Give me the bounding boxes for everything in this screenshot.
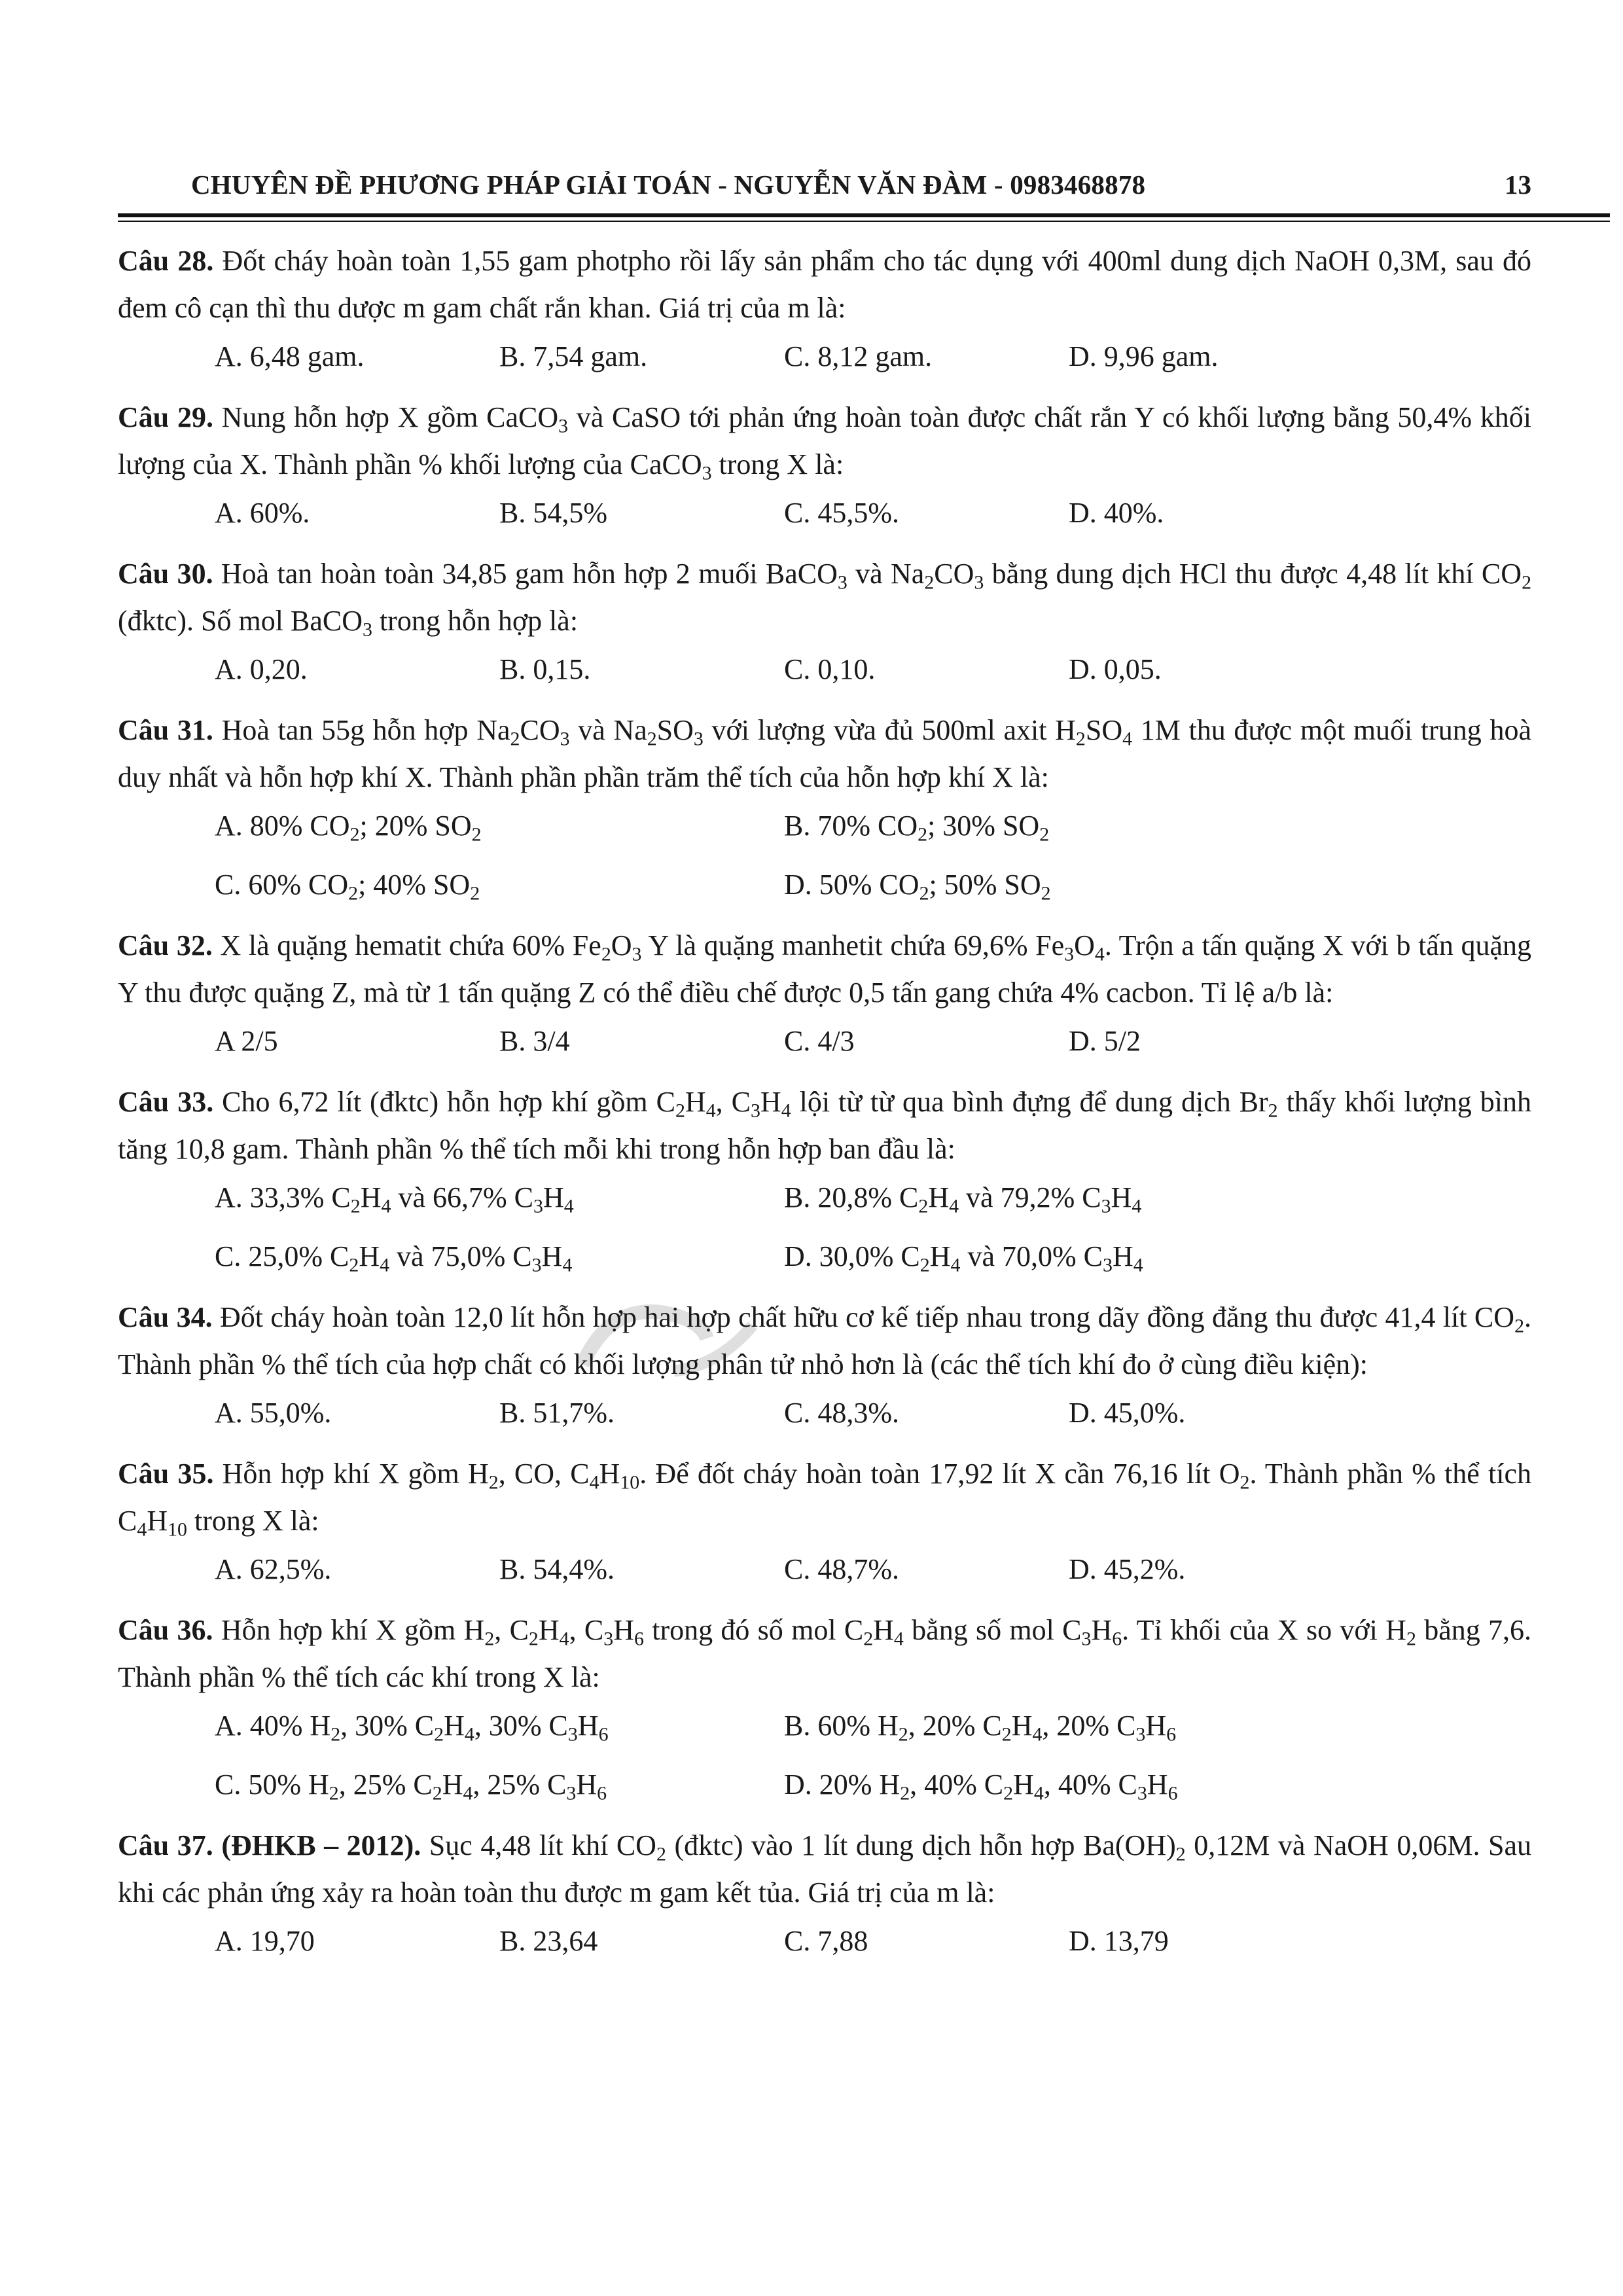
answer-options xyxy=(118,1232,1531,1291)
answer-options xyxy=(118,860,1531,919)
answer-option: D. 9,96 gam. xyxy=(1069,340,1219,372)
answer-options xyxy=(118,1545,1531,1604)
answer-option: D. 0,05. xyxy=(1069,653,1162,685)
answer-options xyxy=(118,801,1531,860)
answer-option: A. 33,3% $C_2H_4$ và 66,7% $C_3H_4$ xyxy=(215,1181,574,1217)
answer-option: B. 60% $H_2$, 20% $C_2H_4$, 20% $C_3H_6$ xyxy=(784,1710,1177,1746)
answer-option: D. 5/2 xyxy=(1069,1025,1141,1057)
question-label: Câu 31. xyxy=(118,714,213,746)
answer-option: B. 54,5% xyxy=(499,497,607,529)
page-header xyxy=(118,169,1531,208)
question-body: Hoà tan hoàn toàn 34,85 gam hỗn hợp 2 muối BaCO$_3$ và $Na_2CO_3$ bằng dung dịch HCl thu được 4,48 lít khí $CO_2$ (đktc). Số mol BaCO$_3$ trong hỗn hợp là: xyxy=(118,558,1532,641)
question-text xyxy=(118,394,1531,488)
answer-option: B. 7,54 gam. xyxy=(499,340,648,372)
answer-option: B. 3/4 xyxy=(499,1025,570,1057)
question-list xyxy=(118,234,1531,1975)
answer-options xyxy=(118,1388,1531,1447)
answer-option: A. 19,70 xyxy=(215,1925,315,1957)
question-body: X là quặng hematit chứa 60% $Fe_2O_3$ Y là quặng manhetit chứa 69,6% $Fe_3O_4$. Trộn a tấn quặng X với b tấn quặng Y thu được quặng Z, mà từ 1 tấn quặng Z có thể điều chế được 0,5 tấn gang chứa 4% cacbon. Tỉ lệ a/b là: xyxy=(118,929,1532,1009)
answer-option: A. 60%. xyxy=(215,497,310,529)
answer-option: D. 45,2%. xyxy=(1069,1553,1186,1585)
question-body: Đốt cháy hoàn toàn 12,0 lít hỗn hợp hai hợp chất hữu cơ kế tiếp nhau trong dãy đồng đẳng thu được 41,4 lít $CO_2$. Thành phần % thể tích của hợp chất có khối lượng phân tử nhỏ hơn là (các thể tích khí đo ở cùng điều kiện): xyxy=(118,1301,1532,1380)
answer-option: A. 40% $H_2$, 30% $C_2H_4$, 30% $C_3H_6$ xyxy=(215,1710,609,1746)
answer-option: C. 45,5%. xyxy=(784,497,899,529)
answer-option: B. 70% $CO_2$; 30% $SO_2$ xyxy=(784,810,1050,846)
answer-option: C. 4/3 xyxy=(784,1025,855,1057)
question-label: Câu 29. xyxy=(118,401,213,433)
question-text xyxy=(118,1822,1531,1916)
question-text xyxy=(118,1079,1531,1173)
answer-option: D. 45,0%. xyxy=(1069,1397,1186,1429)
question-body: Hỗn hợp khí X gồm $H_2$, CO, $C_4H_{10}$. Để đốt cháy hoàn toàn 17,92 lít X cần 76,16 lít $O_2$. Thành phần % thể tích $C_4H_{10}$ trong X là: xyxy=(118,1458,1532,1541)
answer-options xyxy=(118,332,1531,391)
answer-option: A. 0,20. xyxy=(215,653,308,685)
answer-option: C. 60% $CO_2$; 40% $SO_2$ xyxy=(215,869,480,905)
answer-option: B. 54,4%. xyxy=(499,1553,615,1585)
answer-option: A. 80% $CO_2$; 20% $SO_2$ xyxy=(215,810,482,846)
answer-option: C. 48,3%. xyxy=(784,1397,899,1429)
question-text xyxy=(118,922,1531,1016)
answer-option: A 2/5 xyxy=(215,1025,278,1057)
answer-options xyxy=(118,1016,1531,1075)
question-body: Hoà tan 55g hỗn hợp $Na_2CO_3$ và $Na_2SO_3$ với lượng vừa đủ 500ml axit $H_2SO_4$ 1M thu được một muối trung hoà duy nhất và hỗn hợp khí X. Thành phần phần trăm thể tích của hỗn hợp khí X là: xyxy=(118,714,1532,793)
question-text xyxy=(118,1450,1531,1545)
answer-options xyxy=(118,1916,1531,1975)
question-label: Câu 33. xyxy=(118,1086,214,1118)
answer-option: A. 55,0%. xyxy=(215,1397,332,1429)
answer-options xyxy=(118,1701,1531,1760)
question-label: Câu 30. xyxy=(118,558,213,590)
answer-option: D. 13,79 xyxy=(1069,1925,1169,1957)
answer-option: C. 50% $H_2$, 25% $C_2H_4$, 25% $C_3H_6$ xyxy=(215,1768,607,1804)
question-body: Cho 6,72 lít (đktc) hỗn hợp khí gồm $C_2H_4$, $C_3H_4$ lội từ từ qua bình đựng để dung dịch $Br_2$ thấy khối lượng bình tăng 10,8 gam. Thành phần % thể tích mỗi khi trong hỗn hợp ban đầu là: xyxy=(118,1086,1531,1165)
question-label: Câu 32. xyxy=(118,929,213,961)
question-label: Câu 37. (ĐHKB – 2012). xyxy=(118,1829,421,1861)
answer-option: A. 6,48 gam. xyxy=(215,340,365,372)
question-label: Câu 28. xyxy=(118,245,214,277)
question-body: Đốt cháy hoàn toàn 1,55 gam photpho rồi lấy sản phẩm cho tác dụng với 400ml dung dịch NaOH 0,3M, sau đó đem cô cạn thì thu dược m gam chất rắn khan. Giá trị của m là: xyxy=(118,245,1532,324)
question-body: Hỗn hợp khí X gồm $H_2$, $C_2H_4$, $C_3H_6$ trong đó số mol $C_2H_4$ bằng số mol $C_3H_6$. Tỉ khối của X so với $H_2$ bằng 7,6. Thành phần % thể tích các khí trong X là: xyxy=(118,1614,1532,1693)
answer-option: C. 7,88 xyxy=(784,1925,868,1957)
answer-option: D. 50% $CO_2$; 50% $SO_2$ xyxy=(784,869,1051,905)
question-body: Nung hỗn hợp X gồm CaCO$_3$ và CaSO tới phản ứng hoàn toàn được chất rắn Y có khối lượng bằng 50,4% khối lượng của X. Thành phần % khối lượng của CaCO$_3$ trong X là: xyxy=(118,401,1531,484)
answer-options xyxy=(118,488,1531,547)
answer-option: C. 48,7%. xyxy=(784,1553,899,1585)
question-text xyxy=(118,707,1531,801)
answer-option: C. 8,12 gam. xyxy=(784,340,933,372)
page-number: 13 xyxy=(1505,170,1531,200)
answer-option: D. 40%. xyxy=(1069,497,1164,529)
answer-option: D. 30,0% $C_2H_4$ và 70,0% $C_3H_4$ xyxy=(784,1240,1143,1276)
question-body: Sục 4,48 lít khí $CO_2$ (đktc) vào 1 lít dung dịch hỗn hợp $Ba(OH)_2$ 0,12M và NaOH 0,06M. Sau khi các phản ứng xảy ra hoàn toàn thu được m gam kết tủa. Giá trị của m là: xyxy=(118,1829,1532,1909)
question-text xyxy=(118,1294,1531,1388)
answer-option: C. 0,10. xyxy=(784,653,876,685)
answer-option: B. 51,7%. xyxy=(499,1397,615,1429)
question-text xyxy=(118,550,1531,645)
answer-option: D. 20% $H_2$, 40% $C_2H_4$, 40% $C_3H_6$ xyxy=(784,1768,1178,1804)
header-rule-thick xyxy=(118,213,1610,217)
answer-options xyxy=(118,645,1531,704)
answer-option: C. 25,0% $C_2H_4$ và 75,0% $C_3H_4$ xyxy=(215,1240,573,1276)
answer-option: A. 62,5%. xyxy=(215,1553,332,1585)
answer-options xyxy=(118,1760,1531,1819)
question-text xyxy=(118,238,1531,332)
answer-options xyxy=(118,1173,1531,1232)
header-rule-thin xyxy=(118,221,1610,222)
question-label: Câu 34. xyxy=(118,1301,213,1333)
question-text xyxy=(118,1607,1531,1701)
header-title: CHUYÊN ĐỀ PHƯƠNG PHÁP GIẢI TOÁN - NGUYỄN VĂN ĐÀM - 0983468878 xyxy=(191,170,1146,200)
question-label: Câu 36. xyxy=(118,1614,213,1646)
answer-option: B. 20,8% $C_2H_4$ và 79,2% $C_3H_4$ xyxy=(784,1181,1142,1217)
answer-option: B. 0,15. xyxy=(499,653,591,685)
answer-option: B. 23,64 xyxy=(499,1925,598,1957)
question-label: Câu 35. xyxy=(118,1458,214,1490)
